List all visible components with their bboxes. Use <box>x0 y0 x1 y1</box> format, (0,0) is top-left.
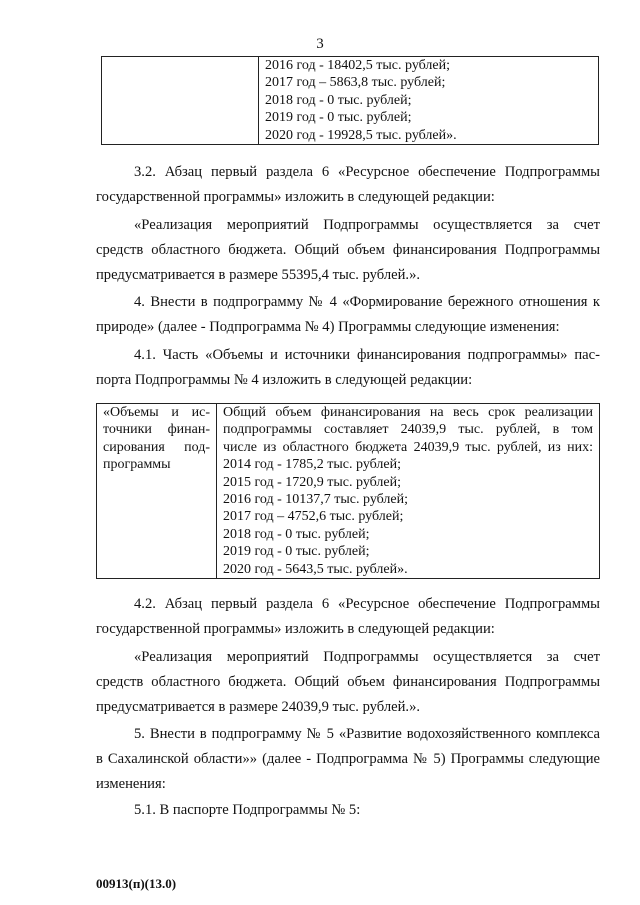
year-line: 2017 год – 5863,8 тыс. рублей; <box>265 75 446 91</box>
paragraph-3-2: 3.2. Абзац первый раздела 6 «Ресурсное обеспечение Подпрограммы государственной программы» изложить в следующей редакции: <box>96 164 600 205</box>
paragraph-4-2-quote: «Реализация мероприятий Подпрограммы осуществляется за счет средств областного бюджета. Общий объем финансирования Подпрограммы предусматривается в размере 24039,9 тыс. рублей.». <box>96 649 600 715</box>
year-line: 2018 год - 0 тыс. рублей; <box>223 526 370 542</box>
year-line: 2017 год – 4752,6 тыс. рублей; <box>223 509 404 525</box>
table-cell-content: Общий объем финансирования на весь срок реализации подпрограммы составляет 24039,9 тыс. рублей, в том числе из областного бюджета 24039,9 тыс. рублей, из них: 2014 год - 1785,2 тыс. рублей; 2015 год - 1720,9 тыс. рублей; 2016 год - 10137,7 тыс. рублей; 2017 год – 4752,6 тыс. рублей; 2018 год - 0 тыс. рублей; 2019 год - 0 тыс. рублей; 2020 год - 5643,5 тыс. рублей». <box>217 404 600 579</box>
paragraph-3-2-quote: «Реализация мероприятий Подпрограммы осуществляется за счет средств областного бюджета. Общий объем финансирования Подпрограммы предусматривается в размере 55395,4 тыс. рублей.». <box>96 217 600 283</box>
paragraph-4-2: 4.2. Абзац первый раздела 6 «Ресурсное обеспечение Подпрограммы государственной программы» изложить в следующей редакции: <box>96 596 600 637</box>
year-line: 2020 год - 5643,5 тыс. рублей». <box>223 561 408 577</box>
year-line: 2019 год - 0 тыс. рублей; <box>265 110 412 126</box>
financing-sources-table <box>96 403 600 579</box>
year-line: 2018 год - 0 тыс. рублей; <box>265 92 412 108</box>
year-line: 2014 год - 1785,2 тыс. рублей; <box>223 457 402 473</box>
table-cell-years <box>259 57 599 145</box>
table-cell-label: «Объемы и ис- точники финан- сирования под- программы <box>97 404 217 579</box>
page-number: 3 <box>316 36 324 52</box>
year-line: 2019 год - 0 тыс. рублей; <box>223 544 370 560</box>
table-row <box>102 57 599 145</box>
table-cell-empty <box>102 57 259 145</box>
year-line: 2020 год - 19928,5 тыс. рублей». <box>265 127 457 143</box>
paragraph-5: 5. Внести в подпрограмму № 5 «Развитие водохозяйственного комплекса в Сахалинской области»» (далее - Подпрограмма № 5) Программы следующие изменения: <box>96 726 600 792</box>
paragraph-5-1: 5.1. В паспорте Подпрограммы № 5: <box>134 802 361 818</box>
year-line: 2015 год - 1720,9 тыс. рублей; <box>223 474 402 490</box>
financing-table-continued <box>101 56 599 145</box>
paragraph-4-1: 4.1. Часть «Объемы и источники финансирования подпрограммы» пас- порта Подпрограммы № 4 изложить в следующей редакции: <box>96 347 600 388</box>
document-code: 00913(п)(13.0) <box>96 876 177 891</box>
year-line: 2016 год - 10137,7 тыс. рублей; <box>223 492 409 508</box>
paragraph-4: 4. Внести в подпрограмму № 4 «Формирование бережного отношения к природе» (далее - Подпрограмма № 4) Программы следующие изменения: <box>96 294 600 335</box>
year-line: 2016 год - 18402,5 тыс. рублей; <box>265 58 451 73</box>
table-row <box>97 404 600 579</box>
